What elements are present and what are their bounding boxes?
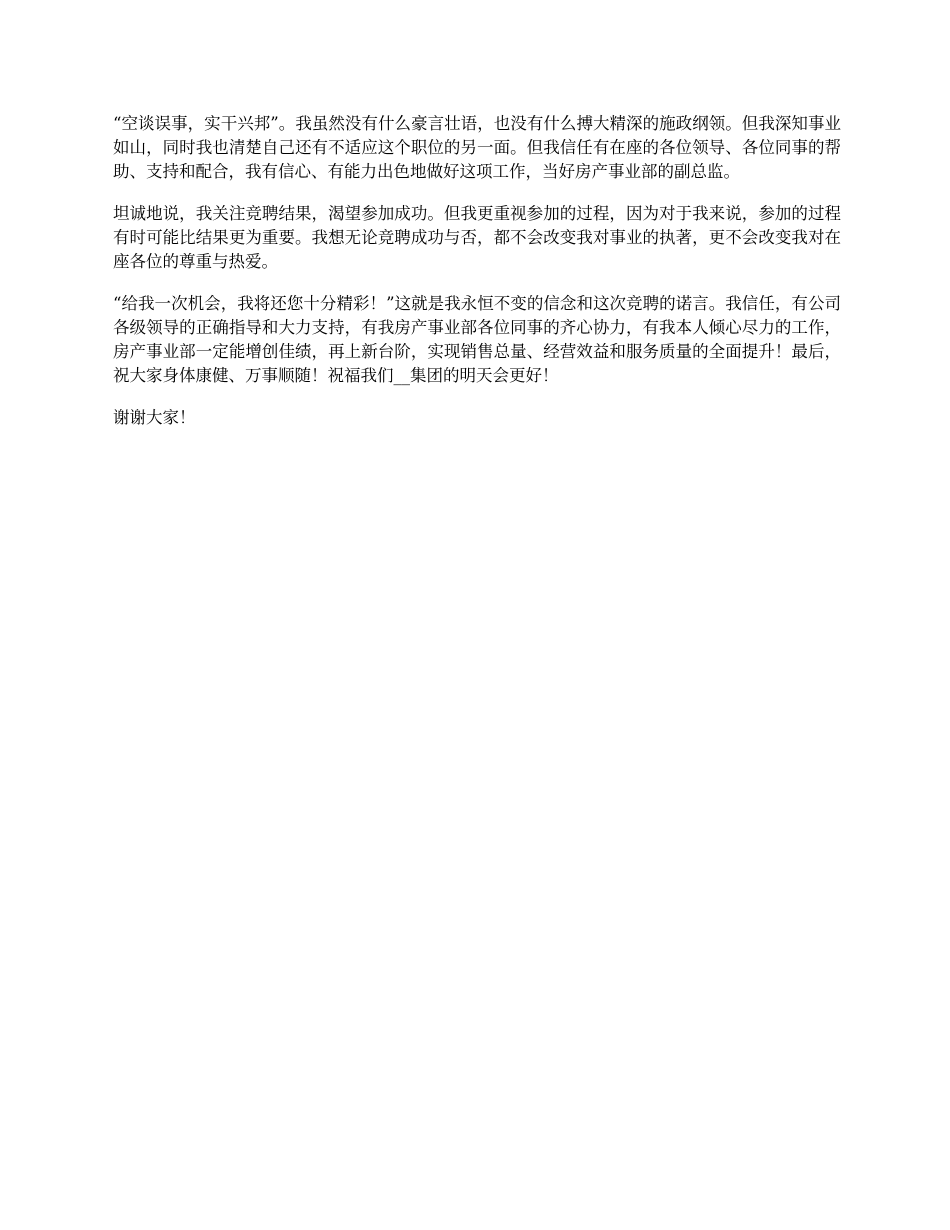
paragraph-3: “给我一次机会，我将还您十分精彩！”这就是我永恒不变的信念和这次竞聘的诺言。我信任，有公司各级领导的正确指导和大力支持，有我房产事业部各位同事的齐心协力，有我本人倾心尽力的工作，房产事业部一定能增创佳绩，再上新台阶，实现销售总量、经营效益和服务质量的全面提升！最后，祝大家身体康健、万事顺随！祝福我们__集团的明天会更好！ — [113, 294, 841, 385]
paragraph-4: 谢谢大家！ — [113, 408, 196, 427]
paragraph-2: 坦诚地说，我关注竞聘结果，渴望参加成功。但我更重视参加的过程，因为对于我来说，参加的过程有时可能比结果更为重要。我想无论竞聘成功与否，都不会改变我对事业的执著，更不会改变我对在座各位的尊重与热爱。 — [113, 204, 841, 271]
document-body — [113, 112, 841, 448]
paragraph-1: “空谈误事，实干兴邦”。我虽然没有什么豪言壮语，也没有什么搏大精深的施政纲领。但我深知事业如山，同时我也清楚自己还有不适应这个职位的另一面。但我信任有在座的各位领导、各位同事的帮助、支持和配合，我有信心、有能力出色地做好这项工作，当好房产事业部的副总监。 — [113, 114, 841, 181]
